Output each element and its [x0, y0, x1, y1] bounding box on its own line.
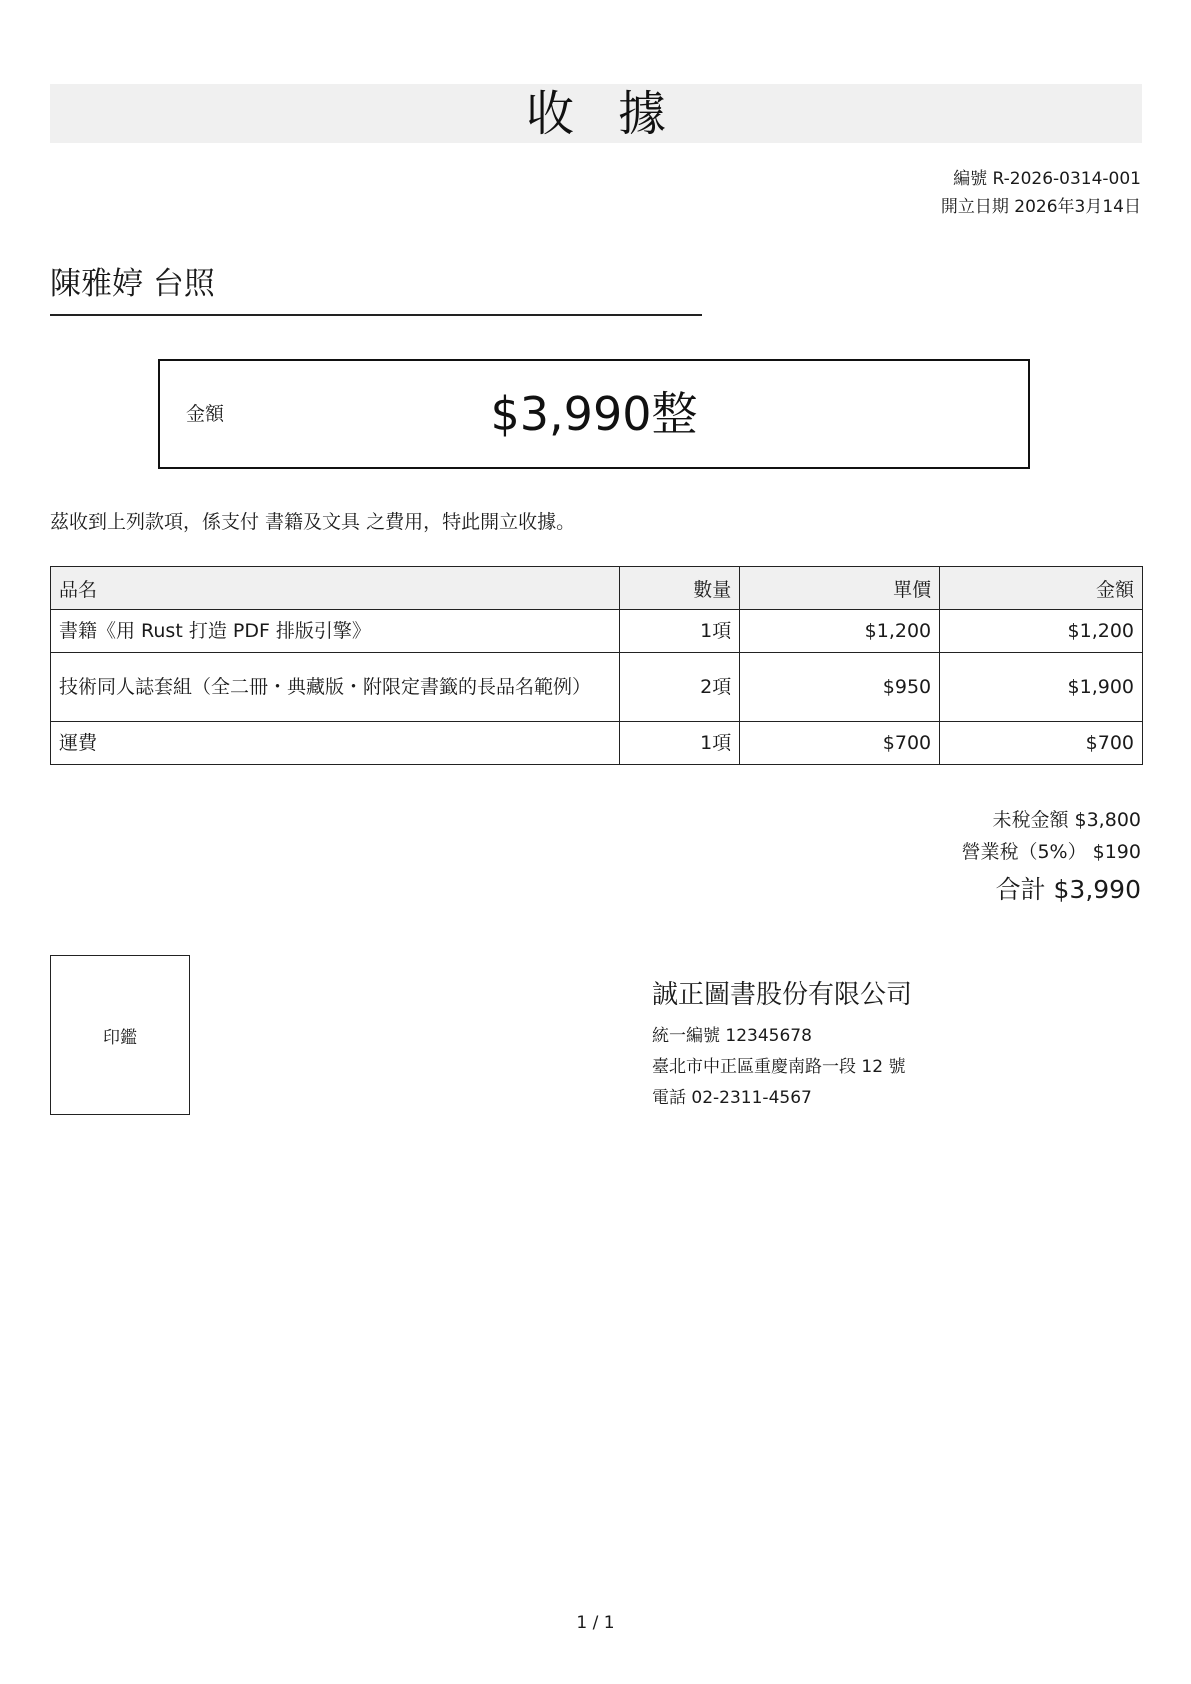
page-number: 1 / 1 [576, 1613, 615, 1633]
item-amount: $1,200 [940, 610, 1143, 653]
header-quantity: 數量 [620, 567, 740, 610]
issuer-company [652, 975, 912, 1114]
header-unit-price: 單價 [740, 567, 940, 610]
item-unit-price: $700 [740, 722, 940, 765]
seal-box [50, 955, 190, 1115]
company-name: 誠正圖書股份有限公司 [652, 980, 913, 1010]
items-table [50, 566, 1143, 765]
company-phone: 電話 02-2311-4567 [652, 1088, 812, 1108]
receipt-number: 編號 R-2026-0314-001 [953, 169, 1141, 189]
seal-label: 印鑑 [103, 1027, 137, 1048]
company-tax-id: 統一編號 12345678 [652, 1026, 812, 1046]
issue-date: 開立日期 2026年3月14日 [940, 197, 1141, 217]
amount-label: 金額 [186, 403, 225, 425]
item-unit-price: $950 [740, 653, 940, 722]
item-name: 技術同人誌套組（全二冊・典藏版・附限定書籤的長品名範例） [51, 653, 620, 722]
item-quantity: 1項 [620, 722, 740, 765]
table-row [51, 722, 1143, 765]
receipt-statement: 茲收到上列款項，係支付 書籍及文具 之費用，特此開立收據。 [50, 511, 576, 533]
title-band [50, 84, 1142, 143]
table-row [51, 610, 1143, 653]
item-name: 書籍《用 Rust 打造 PDF 排版引擎》 [51, 610, 620, 653]
item-name: 運費 [51, 722, 620, 765]
totals-block [961, 804, 1141, 910]
amount-value: $3,990整 [490, 387, 698, 441]
receipt-title: 收據 [525, 85, 710, 142]
item-amount: $700 [940, 722, 1143, 765]
amount-box [158, 359, 1030, 469]
header-item-name: 品名 [51, 567, 620, 610]
item-quantity: 2項 [620, 653, 740, 722]
company-address: 臺北市中正區重慶南路一段 12 號 [652, 1057, 906, 1077]
subtotal: 未稅金額 $3,800 [992, 809, 1141, 831]
item-quantity: 1項 [620, 610, 740, 653]
item-amount: $1,900 [940, 653, 1143, 722]
table-header-row [51, 567, 1143, 610]
sales-tax: 營業稅（5%） $190 [961, 841, 1141, 863]
table-row [51, 653, 1143, 722]
payee-name: 陳雅婷 台照 [50, 266, 215, 302]
grand-total: 合計 $3,990 [995, 875, 1141, 904]
receipt-meta [941, 165, 1141, 221]
header-amount: 金額 [940, 567, 1143, 610]
item-unit-price: $1,200 [740, 610, 940, 653]
payee-line [50, 262, 702, 316]
